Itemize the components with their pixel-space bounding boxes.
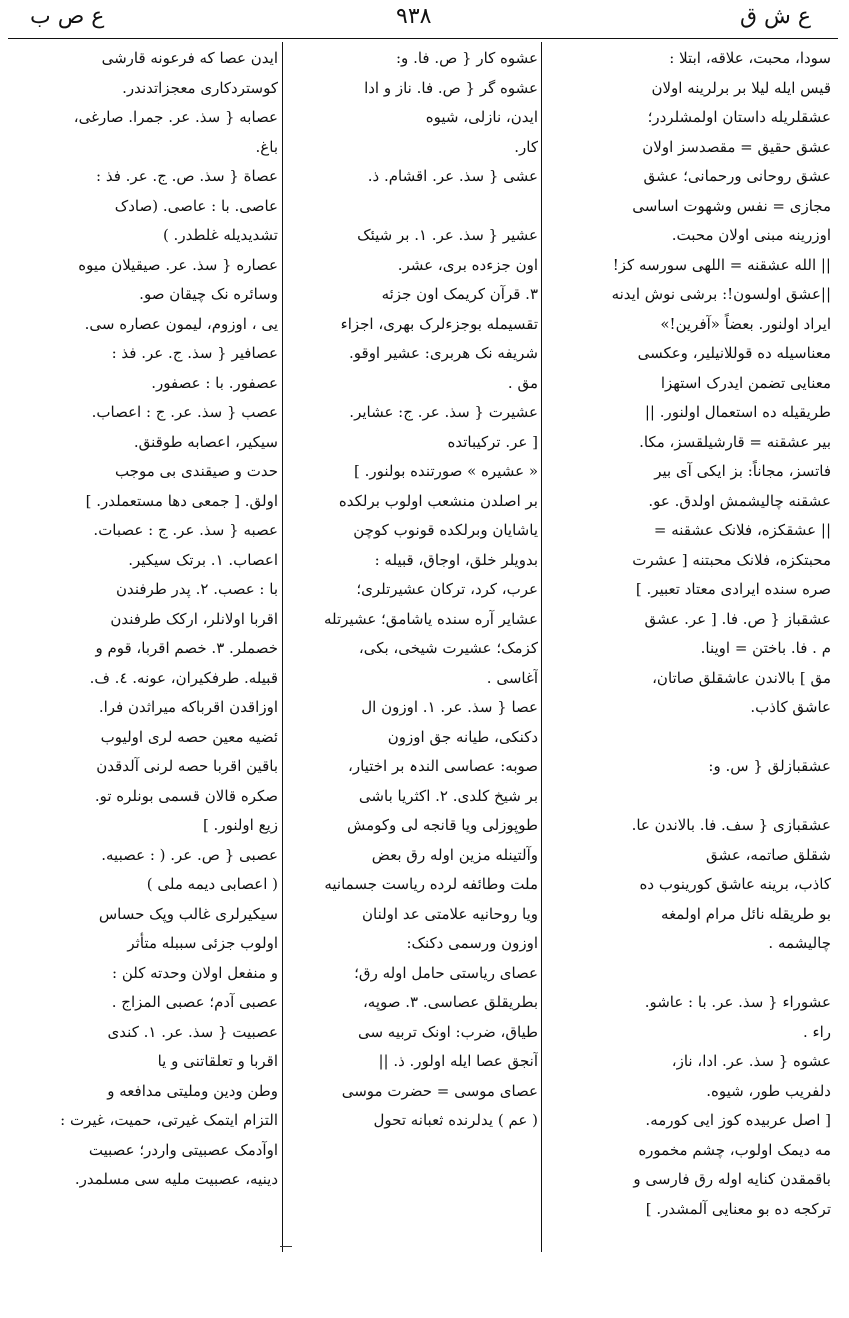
text-line: معنایی تضمن ایدرک استهزا: [660, 373, 831, 392]
text-line: ||عشق اولسون!: برشی نوش ایدنه: [611, 285, 831, 303]
text-line: ایدن عصا که فرعونه قارشی: [101, 49, 278, 67]
text-line: اقربا اولانلر، ارکک طرفندن: [110, 609, 278, 628]
text-line: عشقبازی { سف. فا. بالاندن عا.: [631, 816, 831, 834]
header-letters-left: ع ص ب: [30, 4, 105, 29]
text-line: اعصاب. ۱. برتک سیکیر.: [128, 550, 278, 569]
dictionary-column-middle: [286, 44, 538, 1249]
text-line: اولق. [ جمعی دها مستعملدر. ]: [85, 491, 278, 510]
text-line: ترکجه ده بو معنایی آلمشدر. ]: [645, 1199, 831, 1218]
text-line: زیع اولنور. ]: [202, 816, 278, 834]
text-line: حدت و صیقندی بی موجب: [114, 462, 278, 480]
text-line: سیکیر، اعصابه طوقنق.: [133, 432, 278, 451]
text-line: فاتسز، مجاناً: بز ایکی آی بیر: [654, 462, 831, 480]
text-line: عصافیر { سذ. ج. عر. فذ :: [111, 344, 278, 362]
text-line: وآلتینله مزین اوله رق بعض: [371, 845, 538, 864]
text-line: اون جزءده بری، عشر.: [397, 255, 538, 274]
text-line: [547, 782, 831, 812]
text-line: مق ] بالاندن عاشقلق صاتان،: [652, 668, 831, 687]
text-line: راء .: [802, 1022, 831, 1041]
text-line: عصبیت { سذ. عر. ۱. کندی: [107, 1022, 278, 1041]
text-line: مق .: [507, 373, 538, 392]
text-line: شقلق صاتمه، عشق: [705, 845, 831, 864]
text-line: عشی { سذ. عر. اقشام. ذ.: [367, 167, 538, 185]
dictionary-column-left: [12, 44, 278, 1249]
text-line: عصابه { سذ. عر. جمرا. صارغی،: [73, 108, 278, 126]
text-line: بر شیخ کلدی. ۲. اکثریا باشی: [358, 786, 538, 805]
text-line: عصبه { سذ. عر. ج : عصبات.: [93, 521, 278, 539]
text-line: یی ، اوزوم، لیمون عصاره سی.: [84, 314, 278, 333]
text-line: عشوراء { سذ. عر. با : عاشو.: [644, 993, 831, 1011]
text-line: ملت وطائفه لرده ریاست جسمانیه: [324, 875, 538, 893]
text-line: اقربا و تعلقاتنی و یا: [157, 1052, 278, 1070]
text-line: بو طریقله نائل مرام اولمغه: [661, 904, 831, 923]
text-line: ایراد اولنور. بعضاً «آفرین!»: [660, 314, 831, 333]
text-line: عشقباز { ص. فا. [ عر. عشق: [644, 609, 831, 628]
text-line: دینیه، عصبیت ملیه سی مسلمدر.: [74, 1170, 278, 1188]
text-line: عشایر آره سنده یاشامق؛ عشیرتله: [323, 609, 538, 628]
text-line: عاشق کاذب.: [750, 698, 831, 716]
text-line: [547, 723, 831, 753]
text-line: وطن ودین وملیتی مدافعه و: [107, 1081, 278, 1100]
text-line: مه دیمک اولوب، چشم مخموره: [638, 1140, 831, 1159]
text-line: محبتکزه، فلانک محبتنه [ عشرت: [632, 550, 831, 569]
text-line: || الله عشقنه = اللهی سورسه کز!: [612, 255, 831, 274]
column-divider-right: [541, 42, 542, 1252]
text-line: خصملر. ۳. خصم اقربا، قوم و: [95, 639, 278, 657]
text-line: عشق روحانی ورحمانی؛ عشق: [643, 167, 831, 185]
text-line: ایدن، نازلی، شیوه: [425, 108, 538, 126]
text-line: ( عم ) یدلرنده ثعبانه تحول: [373, 1111, 538, 1129]
text-line: [ عر. ترکیباتده: [447, 432, 538, 451]
text-line: التزام ایتمک غیرتی، حمیت، غیرت :: [60, 1111, 278, 1129]
text-line: دلفریب طور، شیوه.: [706, 1081, 831, 1100]
text-line: باغ.: [255, 137, 278, 156]
text-line: ۳. قرآن کریمک اون جزئه: [381, 285, 538, 303]
text-line: عشقلریله داستان اولمشلردر؛: [647, 108, 831, 126]
text-line: عشیرت { سذ. عر. ج: عشایر.: [349, 403, 538, 421]
text-line: باقمقدن کنایه اوله رق فارسی و: [633, 1170, 831, 1188]
text-line: سیکیرلری غالب وپک حساس: [98, 904, 278, 923]
text-line: اوآدمک عصبیتی واردر؛ عصبیت: [88, 1140, 278, 1159]
text-line: طریقیله ده استعمال اولنور. ||: [644, 403, 831, 421]
text-line: صوبه: عصاسی الندہ بر اختیار،: [348, 757, 538, 775]
text-line: اولوب جزئی سببله متأثر: [127, 934, 278, 952]
header-rule: [8, 38, 838, 39]
text-line: ویا روحانیه علامتی عد اولنان: [361, 904, 538, 923]
text-line: طوپوزلی ویا قانجه لی وکومش: [347, 816, 538, 834]
text-line: عاصی. با : عاصی. (صادک: [114, 196, 278, 215]
text-line: عصاة { سذ. ص. ج. عر. فذ :: [96, 167, 278, 185]
bottom-mark: [280, 1246, 292, 1247]
text-line: قبیله. طرفکیران، عونه. ٤. ف.: [89, 668, 278, 687]
column-divider-left: [282, 42, 283, 1252]
text-line: کوستردکاری معجزاتدندر.: [122, 78, 278, 97]
page-header: [0, 0, 849, 40]
text-line: معناسیله ده قوللانیلیر، وعکسی: [637, 344, 831, 362]
text-line: اوزون ورسمی دکنک:: [406, 934, 538, 952]
text-line: آنجق عصا ایله اولور. ذ. ||: [378, 1052, 538, 1070]
text-line: دکنکی، طیانه جق اوزون: [387, 727, 538, 746]
text-line: وسائره نک چیقان صو.: [139, 285, 278, 303]
text-line: کزمک؛ عشیرت شیخی، بکی،: [358, 639, 538, 657]
text-line: [286, 192, 538, 222]
text-line: طیاق، ضرب: اونک تربیه سی: [357, 1022, 538, 1041]
text-line: کار.: [514, 137, 538, 156]
text-line: عصاره { سذ. عر. صیقیلان میوه: [78, 255, 278, 274]
text-line: اوزاقدن اقرباکه میراثدن فرا.: [98, 698, 278, 716]
text-line: عشیر { سذ. عر. ۱. بر شیئک: [357, 226, 538, 244]
text-line: بر اصلدن منشعب اولوب برلکده: [338, 491, 538, 510]
text-line: عصا { سذ. عر. ۱. اوزون ال: [361, 698, 538, 716]
text-line: « عشیره » صورتنده بولنور. ]: [354, 462, 538, 480]
text-line: ئضیه معین حصه لری اولیوب: [100, 727, 278, 746]
dictionary-column-right: [547, 44, 831, 1249]
text-line: آغاسی .: [486, 668, 538, 687]
text-line: عصبی آدم؛ عصبی المزاج .: [111, 993, 278, 1011]
text-line: چالیشمه .: [768, 934, 831, 952]
text-line: صره سنده ایرادی معتاد تعبیر. ]: [635, 580, 831, 598]
text-line: بدویلر خلق، اوجاق، قبیله :: [374, 550, 538, 569]
page-number: ۹۳۸: [396, 4, 432, 29]
text-line: تشدیدیله غلطدر. ): [162, 226, 278, 244]
text-line: عصای موسی = حضرت موسی: [341, 1081, 538, 1100]
text-line: یاشایان وبرلکده قونوب کوچن: [353, 521, 538, 539]
text-line: صکره قالان قسمی بونلره تو.: [94, 786, 278, 805]
text-line: با : عصب. ۲. پدر طرفندن: [115, 580, 278, 598]
text-line: عشوه گر { ص. فا. ناز و ادا: [364, 78, 538, 97]
text-line: عشق حقیق = مقصدسز اولان: [642, 137, 831, 156]
text-line: باقین اقربا حصه لرنی آلدقدن: [96, 757, 278, 775]
text-line: عشوه { سذ. عر. ادا، ناز،: [671, 1052, 831, 1070]
text-line: م . فا. باختن = اوینا.: [700, 639, 831, 657]
text-line: کاذب، برینه عاشق کورینوب ده: [639, 875, 831, 893]
text-line: عصب { سذ. عر. ج : اعصاب.: [91, 403, 278, 421]
text-line: سودا، محبت، علاقه، ابتلا :: [669, 49, 831, 67]
text-line: بیر عشقنه = قارشیلقسز، مکا.: [639, 432, 831, 451]
text-line: عرب، کرد، ترکان عشیرتلری؛: [356, 580, 538, 598]
text-line: شریفه نک هربری: عشیر اوقو.: [349, 344, 538, 362]
text-line: || عشقکزه، فلانک عشقنه =: [653, 521, 831, 539]
text-line: تقسیمله بوجزءلرک بهری، اجزاء: [340, 314, 538, 333]
text-line: مجازی = نفس وشهوت اساسی: [632, 196, 831, 215]
text-line: بطریقلق عصاسی. ۳. صوپه،: [362, 993, 538, 1011]
text-line: و منفعل اولان وحدته کلن :: [112, 963, 278, 982]
header-letters-right: ع ش ق: [739, 4, 811, 29]
text-line: قیس ایله لیلا بر برلرینه اولان: [651, 78, 831, 97]
text-line: عصفور. با : عصفور.: [151, 373, 278, 392]
text-line: [ اصل عربیده کوز ایی کورمه.: [645, 1111, 831, 1129]
text-line: عصای ریاستی حامل اوله رق؛: [354, 963, 538, 982]
text-line: اوزرینه مبنی اولان محبت.: [671, 226, 831, 244]
text-line: عشقبازلق { س. و:: [708, 757, 831, 775]
text-line: عصبی { ص. عر. ( : عصبیه.: [101, 845, 278, 864]
text-line: عشوه کار { ص. فا. و:: [396, 49, 538, 67]
text-line: [547, 959, 831, 989]
text-line: عشقنه چالیشمش اولدق. عو.: [648, 491, 831, 510]
text-line: ( اعصابی دیمه ملی ): [146, 875, 278, 893]
